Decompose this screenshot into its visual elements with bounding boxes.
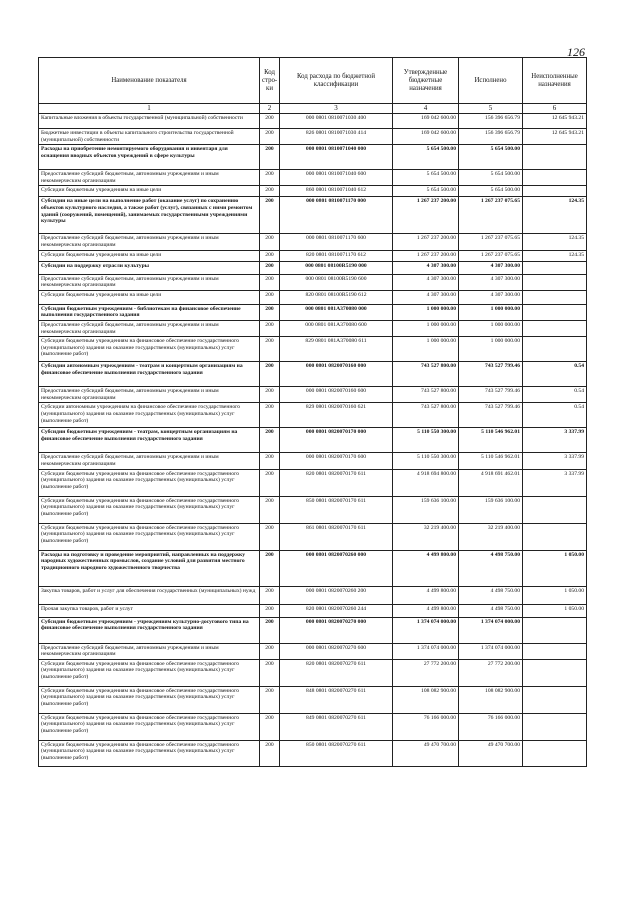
row-name: Субсидии бюджетным учреждениям - учреждениям культурно-досугового типа на финансовое обеспечение выполнения государственного задания [39, 617, 260, 643]
row-line-code: 200 [260, 617, 280, 643]
row-unexecuted [523, 274, 587, 290]
row-name: Бюджетные инвестиции в объекты капитального строительства государственной (муниципальной) собственности [39, 129, 260, 145]
table-row [39, 362, 587, 387]
table-row [39, 617, 587, 643]
row-name: Предоставление субсидий бюджетным, автономным учреждениям и иным некоммерческим организациям [39, 170, 260, 186]
row-name: Субсидии бюджетным учреждениям на финансовое обеспечение государственного (муниципального) задания на оказание государственных (муниципальных) услуг (выполнение работ) [39, 469, 260, 496]
row-executed: 4 307 300.00 [459, 290, 523, 304]
row-kbk: 000 0801 0820070260 200 [280, 586, 393, 604]
row-unexecuted [523, 170, 587, 186]
table-row [39, 197, 587, 234]
row-unexecuted [523, 261, 587, 274]
row-executed: 5 110 546 962.01 [459, 453, 523, 469]
row-approved: 169 042 600.00 [393, 129, 459, 145]
row-unexecuted [523, 186, 587, 197]
row-unexecuted: 124.35 [523, 234, 587, 250]
table-row [39, 387, 587, 403]
row-unexecuted [523, 659, 587, 686]
row-executed: 4 307 300.00 [459, 261, 523, 274]
row-name: Расходы на приобретение немонтируемого оборудования и инвентаря для оснащения вводных объектов учреждений в сфере культуры [39, 145, 260, 170]
row-name: Субсидии на поддержку отрасли культуры [39, 261, 260, 274]
row-line-code: 200 [260, 659, 280, 686]
row-approved: 4 307 300.00 [393, 290, 459, 304]
table-row [39, 250, 587, 261]
row-kbk: 000 0801 0820070260 000 [280, 550, 393, 586]
row-executed: 49 470 700.00 [459, 740, 523, 766]
row-unexecuted: 12 645 943.21 [523, 114, 587, 129]
row-unexecuted: 0.54 [523, 387, 587, 403]
header-unexecuted: Неисполненные назначения [523, 58, 587, 104]
row-kbk: 000 0801 0820070270 000 [280, 617, 393, 643]
row-approved: 743 527 800.00 [393, 387, 459, 403]
row-executed: 5 654 500.00 [459, 145, 523, 170]
row-kbk: 849 0801 0820070270 611 [280, 713, 393, 740]
row-executed: 1 267 237 075.65 [459, 250, 523, 261]
row-line-code: 200 [260, 469, 280, 496]
row-kbk: 850 0801 0820070170 611 [280, 496, 393, 523]
row-name: Субсидии бюджетным учреждениям на финансовое обеспечение государственного (муниципального) задания на оказание государственных (муниципальных) услуг (выполнение работ) [39, 337, 260, 362]
row-line-code: 200 [260, 320, 280, 336]
row-kbk: 000 0801 0820070170 000 [280, 428, 393, 453]
row-approved: 1 267 237 200.00 [393, 250, 459, 261]
row-executed: 1 000 000.00 [459, 304, 523, 320]
row-line-code: 200 [260, 550, 280, 586]
row-approved: 4 499 800.00 [393, 586, 459, 604]
row-executed: 743 527 799.46 [459, 403, 523, 428]
row-executed: 4 918 691 462.01 [459, 469, 523, 496]
table-body [39, 114, 587, 767]
row-approved: 49 470 700.00 [393, 740, 459, 766]
row-unexecuted: 3 337.99 [523, 469, 587, 496]
row-approved: 1 000 000.00 [393, 337, 459, 362]
row-name: Субсидии бюджетным учреждениям на финансовое обеспечение государственного (муниципального) задания на оказание государственных (муниципальных) услуг (выполнение работ) [39, 713, 260, 740]
row-unexecuted [523, 740, 587, 766]
row-kbk: 000 0801 08100R5190 600 [280, 274, 393, 290]
row-kbk: 860 0801 0810071040 612 [280, 186, 393, 197]
row-unexecuted [523, 304, 587, 320]
row-unexecuted: 0.54 [523, 362, 587, 387]
row-unexecuted: 3 337.99 [523, 428, 587, 453]
row-approved: 27 772 200.00 [393, 659, 459, 686]
row-line-code: 200 [260, 197, 280, 234]
row-line-code: 200 [260, 453, 280, 469]
row-approved: 169 042 600.00 [393, 114, 459, 129]
row-approved: 4 307 300.00 [393, 274, 459, 290]
row-approved: 1 267 237 200.00 [393, 234, 459, 250]
row-kbk: 861 0801 0820070170 611 [280, 523, 393, 550]
row-executed: 156 396 656.79 [459, 114, 523, 129]
row-unexecuted: 124.35 [523, 197, 587, 234]
row-name: Расходы на подготовку и проведение мероприятий, направленных на поддержку народных художественных промыслов, создание условий для развития местного традиционного народного художественного творчества [39, 550, 260, 586]
row-name: Субсидии бюджетным учреждениям на иные цели [39, 290, 260, 304]
table-row [39, 145, 587, 170]
table-row [39, 290, 587, 304]
row-line-code: 200 [260, 496, 280, 523]
row-name: Предоставление субсидий бюджетным, автономным учреждениям и иным некоммерческим организациям [39, 453, 260, 469]
row-name: Прочая закупка товаров, работ и услуг [39, 604, 260, 617]
row-executed: 5 110 546 962.01 [459, 428, 523, 453]
header-approved: Утвержденные бюджетные назначения [393, 58, 459, 104]
row-approved: 4 499 800.00 [393, 550, 459, 586]
row-name: Закупка товаров, работ и услуг для обеспечения государственных (муниципальных) нужд [39, 586, 260, 604]
row-unexecuted: 1 050.00 [523, 550, 587, 586]
row-executed: 743 527 799.46 [459, 387, 523, 403]
table-row [39, 496, 587, 523]
row-kbk: 000 0801 0810071170 600 [280, 234, 393, 250]
row-line-code: 200 [260, 604, 280, 617]
row-unexecuted [523, 145, 587, 170]
row-unexecuted: 12 645 943.21 [523, 129, 587, 145]
row-name: Субсидии бюджетным учреждениям на финансовое обеспечение государственного (муниципального) задания на оказание государственных (муниципальных) услуг (выполнение работ) [39, 523, 260, 550]
page-number: 126 [567, 45, 585, 59]
row-line-code: 200 [260, 740, 280, 766]
row-name: Субсидии бюджетным учреждениям - театрам, концертным организациям на финансовое обеспечение выполнения государственного задания [39, 428, 260, 453]
table-row [39, 428, 587, 453]
row-approved: 159 636 100.00 [393, 496, 459, 523]
row-kbk: 000 0801 0810071170 000 [280, 197, 393, 234]
row-executed: 76 166 000.00 [459, 713, 523, 740]
table-row [39, 713, 587, 740]
row-unexecuted [523, 617, 587, 643]
row-kbk: 850 0801 0820070270 611 [280, 740, 393, 766]
row-executed: 1 267 237 075.65 [459, 234, 523, 250]
row-line-code: 200 [260, 713, 280, 740]
row-kbk: 848 0801 0820070270 611 [280, 686, 393, 713]
row-approved: 1 000 000.00 [393, 304, 459, 320]
header-name: Наименование показателя [39, 58, 260, 104]
row-approved: 4 918 694 800.00 [393, 469, 459, 496]
row-line-code: 200 [260, 145, 280, 170]
row-line-code: 200 [260, 261, 280, 274]
row-line-code: 200 [260, 403, 280, 428]
row-line-code: 200 [260, 250, 280, 261]
row-line-code: 200 [260, 234, 280, 250]
row-executed: 1 000 000.00 [459, 337, 523, 362]
table-row [39, 453, 587, 469]
row-kbk: 000 0801 0820070170 600 [280, 453, 393, 469]
row-kbk: 000 0801 0820070270 600 [280, 643, 393, 659]
table-row [39, 129, 587, 145]
row-approved: 5 654 500.00 [393, 170, 459, 186]
row-line-code: 200 [260, 290, 280, 304]
row-line-code: 200 [260, 523, 280, 550]
row-approved: 5 654 500.00 [393, 145, 459, 170]
row-unexecuted: 1 050.00 [523, 586, 587, 604]
table-row [39, 170, 587, 186]
row-executed: 1 374 074 000.00 [459, 643, 523, 659]
row-name: Субсидии бюджетным учреждениям на финансовое обеспечение государственного (муниципального) задания на оказание государственных (муниципальных) услуг (выполнение работ) [39, 686, 260, 713]
header-line-code: Код стро-ки [260, 58, 280, 104]
row-unexecuted: 0.54 [523, 403, 587, 428]
row-executed: 5 654 500.00 [459, 170, 523, 186]
table-row [39, 234, 587, 250]
row-name: Предоставление субсидий бюджетным, автономным учреждениям и иным некоммерческим организациям [39, 643, 260, 659]
table-row [39, 550, 587, 586]
row-executed: 108 082 900.00 [459, 686, 523, 713]
row-kbk: 000 0801 081A370080 000 [280, 304, 393, 320]
col-number: 6 [523, 104, 587, 114]
row-approved: 5 110 550 300.00 [393, 428, 459, 453]
row-kbk: 000 0801 0810071030 400 [280, 114, 393, 129]
row-unexecuted: 1 050.00 [523, 604, 587, 617]
row-approved: 1 267 237 200.00 [393, 197, 459, 234]
row-name: Капитальные вложения в объекты государственной (муниципальной) собственности [39, 114, 260, 129]
row-line-code: 200 [260, 186, 280, 197]
row-unexecuted [523, 290, 587, 304]
table-row [39, 274, 587, 290]
row-name: Предоставление субсидий бюджетным, автономным учреждениям и иным некоммерческим организациям [39, 234, 260, 250]
row-name: Предоставление субсидий бюджетным, автономным учреждениям и иным некоммерческим организациям [39, 387, 260, 403]
row-line-code: 200 [260, 304, 280, 320]
col-number: 1 [39, 104, 260, 114]
table-row [39, 261, 587, 274]
table-row [39, 114, 587, 129]
col-number: 2 [260, 104, 280, 114]
row-approved: 4 499 800.00 [393, 604, 459, 617]
row-approved: 743 527 800.00 [393, 362, 459, 387]
table-row [39, 604, 587, 617]
table-row [39, 740, 587, 766]
row-unexecuted: 124.35 [523, 250, 587, 261]
row-executed: 743 527 799.46 [459, 362, 523, 387]
row-line-code: 200 [260, 129, 280, 145]
row-unexecuted [523, 713, 587, 740]
row-executed: 4 498 750.00 [459, 550, 523, 586]
row-approved: 108 082 900.00 [393, 686, 459, 713]
row-line-code: 200 [260, 362, 280, 387]
row-kbk: 829 0801 0820070160 621 [280, 403, 393, 428]
row-approved: 5 654 500.00 [393, 186, 459, 197]
table-row [39, 320, 587, 336]
table-row [39, 403, 587, 428]
row-executed: 159 636 100.00 [459, 496, 523, 523]
table-header-row [39, 58, 587, 104]
col-number: 5 [459, 104, 523, 114]
row-kbk: 820 0801 08100R5190 612 [280, 290, 393, 304]
row-line-code: 200 [260, 643, 280, 659]
row-executed: 5 654 500.00 [459, 186, 523, 197]
row-kbk: 820 0801 0820070260 244 [280, 604, 393, 617]
row-name: Субсидии бюджетным учреждениям - библиотекам на финансовое обеспечение выполнения государственного задания [39, 304, 260, 320]
row-executed: 4 498 750.00 [459, 586, 523, 604]
row-executed: 1 374 074 000.00 [459, 617, 523, 643]
col-number: 3 [280, 104, 393, 114]
row-unexecuted [523, 320, 587, 336]
row-executed: 1 000 000.00 [459, 320, 523, 336]
row-approved: 76 166 000.00 [393, 713, 459, 740]
row-name: Субсидии бюджетным учреждениям на иные цели [39, 250, 260, 261]
row-name: Субсидии бюджетным учреждениям на финансовое обеспечение государственного (муниципального) задания на оказание государственных (муниципальных) услуг (выполнение работ) [39, 659, 260, 686]
row-unexecuted [523, 686, 587, 713]
table-row [39, 586, 587, 604]
row-kbk: 820 0801 0820070270 611 [280, 659, 393, 686]
row-name: Субсидии бюджетным учреждениям на финансовое обеспечение государственного (муниципального) задания на оказание государственных (муниципальных) услуг (выполнение работ) [39, 740, 260, 766]
row-executed: 156 396 656.79 [459, 129, 523, 145]
row-line-code: 200 [260, 686, 280, 713]
row-executed: 32 219 400.00 [459, 523, 523, 550]
row-approved: 4 307 300.00 [393, 261, 459, 274]
row-approved: 743 527 800.00 [393, 403, 459, 428]
table-row [39, 469, 587, 496]
column-numbers-row [39, 104, 587, 114]
budget-execution-table [38, 57, 587, 767]
header-kbk: Код расхода по бюджетной классификации [280, 58, 393, 104]
table-row [39, 659, 587, 686]
col-number: 4 [393, 104, 459, 114]
row-kbk: 829 0801 081A370080 611 [280, 337, 393, 362]
row-name: Предоставление субсидий бюджетным, автономным учреждениям и иным некоммерческим организациям [39, 274, 260, 290]
row-line-code: 200 [260, 274, 280, 290]
row-kbk: 820 0801 0820070170 611 [280, 469, 393, 496]
table-row [39, 186, 587, 197]
table-row [39, 643, 587, 659]
row-unexecuted [523, 643, 587, 659]
row-unexecuted [523, 523, 587, 550]
row-unexecuted [523, 496, 587, 523]
row-executed: 27 772 200.00 [459, 659, 523, 686]
row-name: Субсидии бюджетным учреждениям на иные цели [39, 186, 260, 197]
table-row [39, 686, 587, 713]
table-row [39, 304, 587, 320]
row-line-code: 200 [260, 114, 280, 129]
row-executed: 4 498 750.00 [459, 604, 523, 617]
row-line-code: 200 [260, 170, 280, 186]
row-kbk: 000 0801 08100R5190 000 [280, 261, 393, 274]
row-line-code: 200 [260, 428, 280, 453]
row-kbk: 000 0801 0820070160 600 [280, 387, 393, 403]
table-row [39, 337, 587, 362]
row-kbk: 826 0801 0810071030 414 [280, 129, 393, 145]
row-unexecuted [523, 337, 587, 362]
row-approved: 1 374 074 000.00 [393, 643, 459, 659]
row-kbk: 000 0801 0810071040 600 [280, 170, 393, 186]
row-kbk: 000 0801 0820070160 000 [280, 362, 393, 387]
row-name: Субсидии автономным учреждениям - театрам и концертным организациям на финансовое обеспечение выполнения государственного задания [39, 362, 260, 387]
row-line-code: 200 [260, 387, 280, 403]
row-name: Субсидии бюджетным учреждениям на финансовое обеспечение государственного (муниципального) задания на оказание государственных (муниципальных) услуг (выполнение работ) [39, 496, 260, 523]
row-name: Субсидии автономным учреждениям на финансовое обеспечение государственного (муниципального) задания на оказание государственных (муниципальных) услуг (выполнение работ) [39, 403, 260, 428]
row-executed: 4 307 300.00 [459, 274, 523, 290]
row-unexecuted: 3 337.99 [523, 453, 587, 469]
row-kbk: 820 0801 0810071170 612 [280, 250, 393, 261]
row-line-code: 200 [260, 586, 280, 604]
row-executed: 1 267 237 075.65 [459, 197, 523, 234]
table-row [39, 523, 587, 550]
row-kbk: 000 0801 0810071040 000 [280, 145, 393, 170]
row-approved: 32 219 400.00 [393, 523, 459, 550]
header-executed: Исполнено [459, 58, 523, 104]
row-approved: 1 000 000.00 [393, 320, 459, 336]
row-approved: 5 110 550 300.00 [393, 453, 459, 469]
row-name: Предоставление субсидий бюджетным, автономным учреждениям и иным некоммерческим организациям [39, 320, 260, 336]
row-name: Субсидии на иные цели на выполнение работ (оказание услуг) по сохранению объектов культурного наследия, а также работ (услуг), связанных с ними ремонтом зданий (сооружений, помещений), занимаемых государственными учреждениями культуры [39, 197, 260, 234]
row-line-code: 200 [260, 337, 280, 362]
row-kbk: 000 0801 081A370080 600 [280, 320, 393, 336]
row-approved: 1 374 074 000.00 [393, 617, 459, 643]
